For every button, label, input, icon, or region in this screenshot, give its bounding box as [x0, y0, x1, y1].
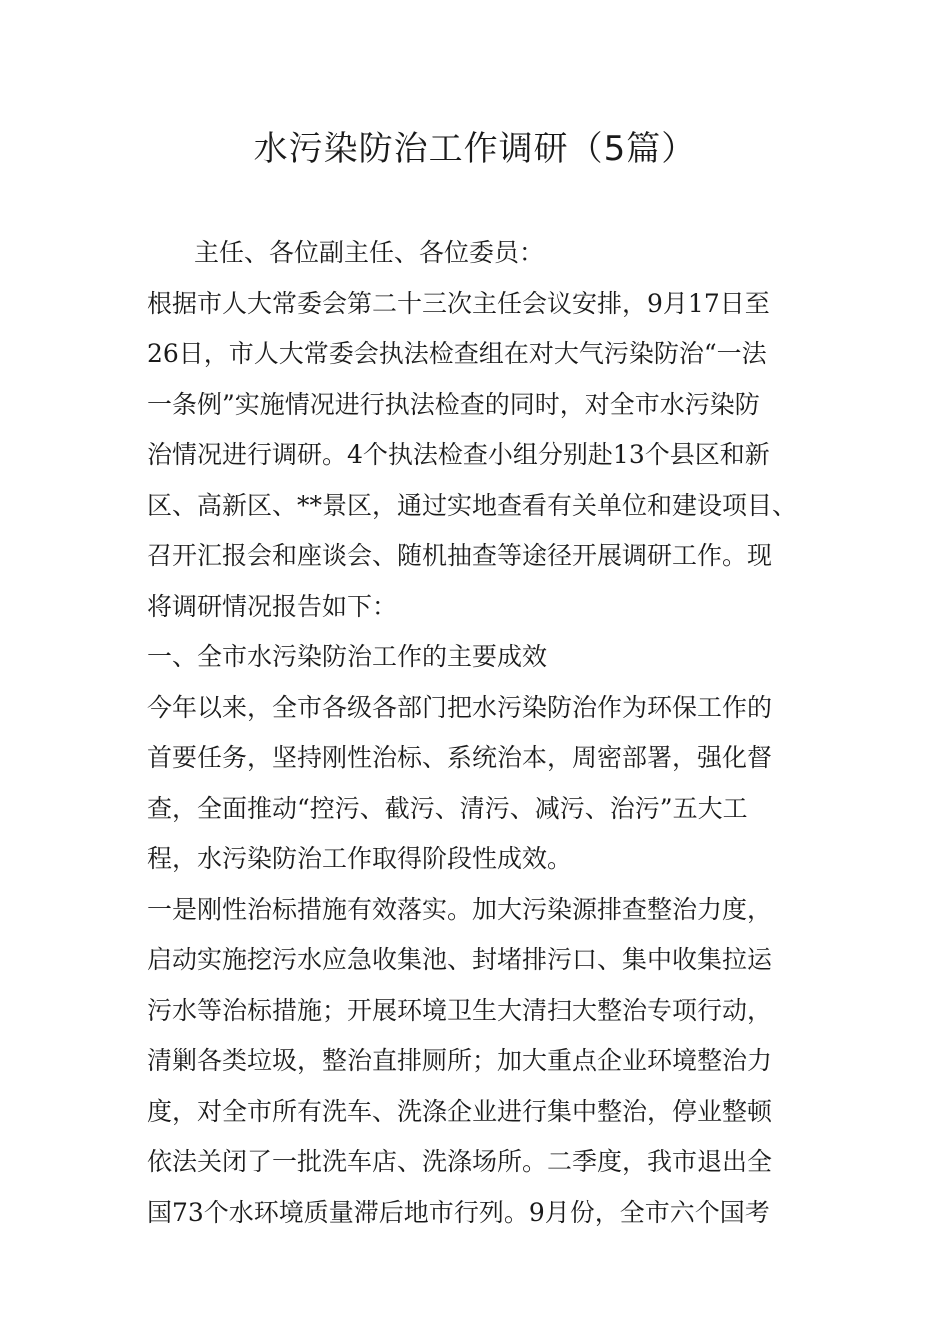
text-line: 一是刚性治标措施有效落实。加大污染源排查整治力度， — [147, 894, 773, 924]
text-line: 治情况进行调研。4个执法检查小组分别赴13个县区和新 — [147, 440, 770, 469]
text-line: 一条例”实施情况进行执法检查的同时，对全市水污染防 — [147, 389, 760, 419]
text-line: 依法关闭了一批洗车店、洗涤场所。二季度，我市退出全 — [147, 1147, 773, 1176]
text-line: 查，全面推动“控污、截污、清污、减污、治污”五大工 — [147, 793, 748, 823]
text-line: 首要任务，坚持刚性治标、系统治本，周密部署，强化督 — [147, 743, 773, 772]
text-line: 今年以来，全市各级各部门把水污染防治作为环保工作的 — [147, 692, 773, 722]
salutation-line: 主任、各位副主任、各位委员： — [194, 238, 545, 267]
text-line: 根据市人大常委会第二十三次主任会议安排，9月17日至 — [147, 288, 770, 318]
text-line: 程，水污染防治工作取得阶段性成效。 — [147, 844, 573, 873]
text-line: 区、高新区、**景区，通过实地查看有关单位和建设项目、 — [147, 490, 798, 520]
text-line: 污水等治标措施；开展环境卫生大清扫大整治专项行动， — [147, 995, 773, 1025]
text-line: 26日，市人大常委会执法检查组在对大气污染防治“一法 — [147, 339, 767, 368]
section-heading: 一、全市水污染防治工作的主要成效 — [147, 642, 548, 671]
text-line: 清剿各类垃圾，整治直排厕所；加大重点企业环境整治力 — [147, 1046, 773, 1075]
text-line: 召开汇报会和座谈会、随机抽查等途径开展调研工作。现 — [147, 541, 773, 570]
text-line: 将调研情况报告如下： — [147, 591, 398, 621]
text-line: 度，对全市所有洗车、洗涤企业进行集中整治，停业整顿 — [147, 1096, 773, 1126]
document-body — [147, 228, 827, 1238]
text-line: 启动实施挖污水应急收集池、封堵排污口、集中收集拉运 — [147, 945, 773, 974]
document-title: 水污染防治工作调研（5篇） — [253, 129, 697, 169]
text-line: 国73个水环境质量滞后地市行列。9月份，全市六个国考 — [147, 1197, 770, 1227]
